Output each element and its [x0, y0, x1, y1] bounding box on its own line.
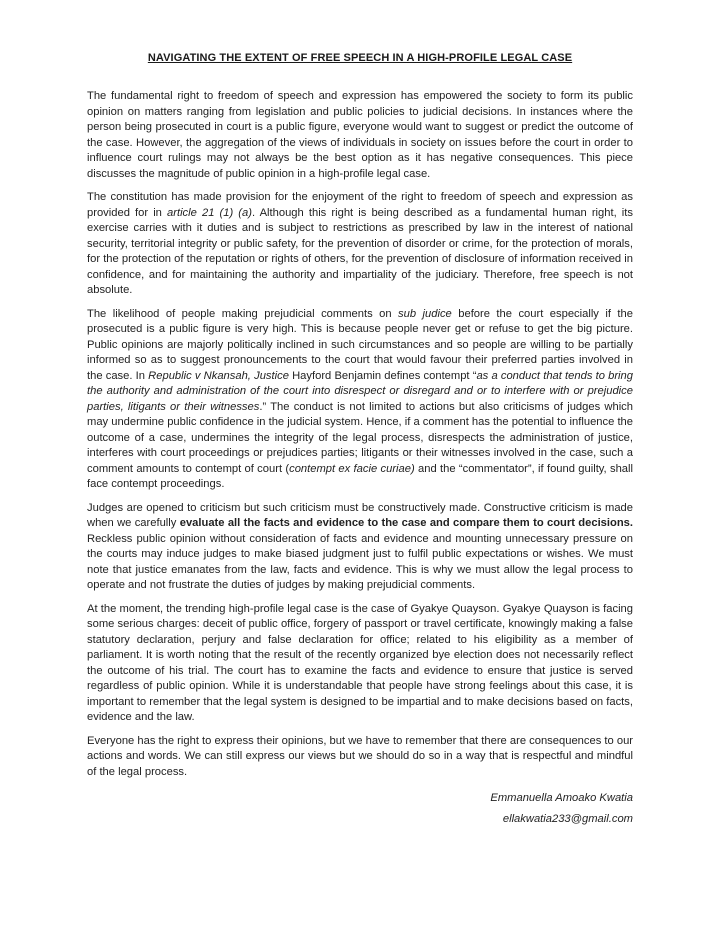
document-body — [87, 89, 633, 780]
paragraph-text: The fundamental right to freedom of speech and expression has empowered the society to form its public opinion on matters ranging from legislation and public policies to judicial decisions. In instances where the person being prosecuted in court is a public figure, everyone would want to suggest or predict the outcome of the case. However, the aggregation of the views of individuals in society on issues before the court in order to influence court rulings may not always be the best option as it has negative consequences. This piece discusses the magnitude of public opinion in a high-profile legal case. — [87, 90, 633, 180]
document-title: NAVIGATING THE EXTENT OF FREE SPEECH IN A HIGH-PROFILE LEGAL CASE — [147, 52, 573, 64]
paragraph-text: .” The conduct is not limited to actions but also criticisms of judges which may undermine public confidence in the judicial system. Hence, if a comment has the potential to influence the outcome of a case, undermines the integrity of the legal process, disrespects the administration of justice, interferes with court proceedings or prejudices parties; litigants or their witnesses involved in the case, such a comment amounts to contempt of court ( — [87, 400, 634, 475]
author-email: ellakwatia233@gmail.com — [502, 813, 633, 825]
paragraph-text: Everyone has the right to express their opinions, but we have to remember that there are consequences to our actions and words. We can still express our views but we should do so in a way that is respectful and mindful of the legal process. — [87, 734, 634, 778]
body-paragraph — [87, 734, 633, 781]
body-paragraph — [87, 307, 633, 493]
paragraph-text: before the court especially if the prosecuted is a public figure is very high. This is because people never get or refuse to get the big picture. Public opinions are majorly politically inclined in such circumstances and so people are willing to be partially informed so as to suggest pronouncements to the court that would favour their preferred parties involved in the case. In — [87, 307, 633, 382]
italic-text: contempt ex facie curiae) — [289, 462, 415, 475]
body-paragraph — [87, 602, 633, 726]
body-paragraph — [87, 501, 633, 594]
italic-text: article 21 (1) (a) — [167, 206, 252, 219]
italic-text: sub judice — [398, 307, 452, 320]
paragraph-text: Hayford Benjamin defines contempt “ — [288, 369, 477, 382]
signature-block — [87, 788, 633, 830]
paragraph-text: . Although this right is being described as a fundamental human right, its exercise carries with it duties and is subject to restrictions as prescribed by law in the interest of national security, territorial integrity or public safety, for the prevention of disorder or crime, for the protection of morals, for the protection of the reputation or rights of others, for the prevention of disclosure of information received in confidence, and for maintaining the authority and impartiality of the judiciary. Therefore, free speech is not absolute. — [87, 206, 633, 296]
paragraph-text: and the “commentator”, if found guilty, shall face contempt proceedings. — [87, 462, 633, 490]
paragraph-text: Reckless public opinion without consideration of facts and evidence and mounting unnecessary pressure on the courts may induce judges to make biased judgment just to fulfil public expectations or wishes. We must note that justice emanates from the law, facts and evidence. This is why we must allow the legal process to operate and not frustrate the duties of judges by making prejudicial comments. — [87, 532, 633, 591]
paragraph-text: At the moment, the trending high-profile legal case is the case of Gyakye Quayson. Gyakye Quayson is facing some serious charges: deceit of public office, forgery of passport or travel certificate, knowingly making a false statutory declaration, perjury and false declaration for office; related to his eligibility as a member of parliament. It is worth noting that the result of the recently organized bye election does not necessarily reflect the outcome of his trial. The court has to examine the facts and evidence to ensure that justice is served regardless of public opinion. While it is understandable that people have strong feelings about this case, it is important to remember that the legal system is designed to be impartial and to make decisions based on facts, evidence and the law. — [87, 602, 633, 723]
paragraph-text: Judges are opened to criticism but such criticism must be constructively made. Constructive criticism is made when we carefully — [87, 501, 633, 529]
paragraph-text: The likelihood of people making prejudicial comments on — [87, 307, 399, 320]
italic-text: as a conduct that tends to bring the authority and administration of the court into disrespect or disregard and or to interfere with or prejudice parties, litigants or their witnesses — [87, 369, 633, 413]
body-paragraph — [87, 89, 633, 182]
document-page — [87, 52, 633, 830]
author-name: Emmanuella Amoako Kwatia — [490, 792, 633, 804]
bold-text: evaluate all the facts and evidence to the case and compare them to court decisions. — [179, 517, 633, 529]
italic-text: Republic v Nkansah, Justice — [148, 369, 289, 382]
body-paragraph — [87, 190, 633, 299]
paragraph-text: The constitution has made provision for the enjoyment of the right to freedom of speech and expression as provided for in — [87, 191, 633, 219]
